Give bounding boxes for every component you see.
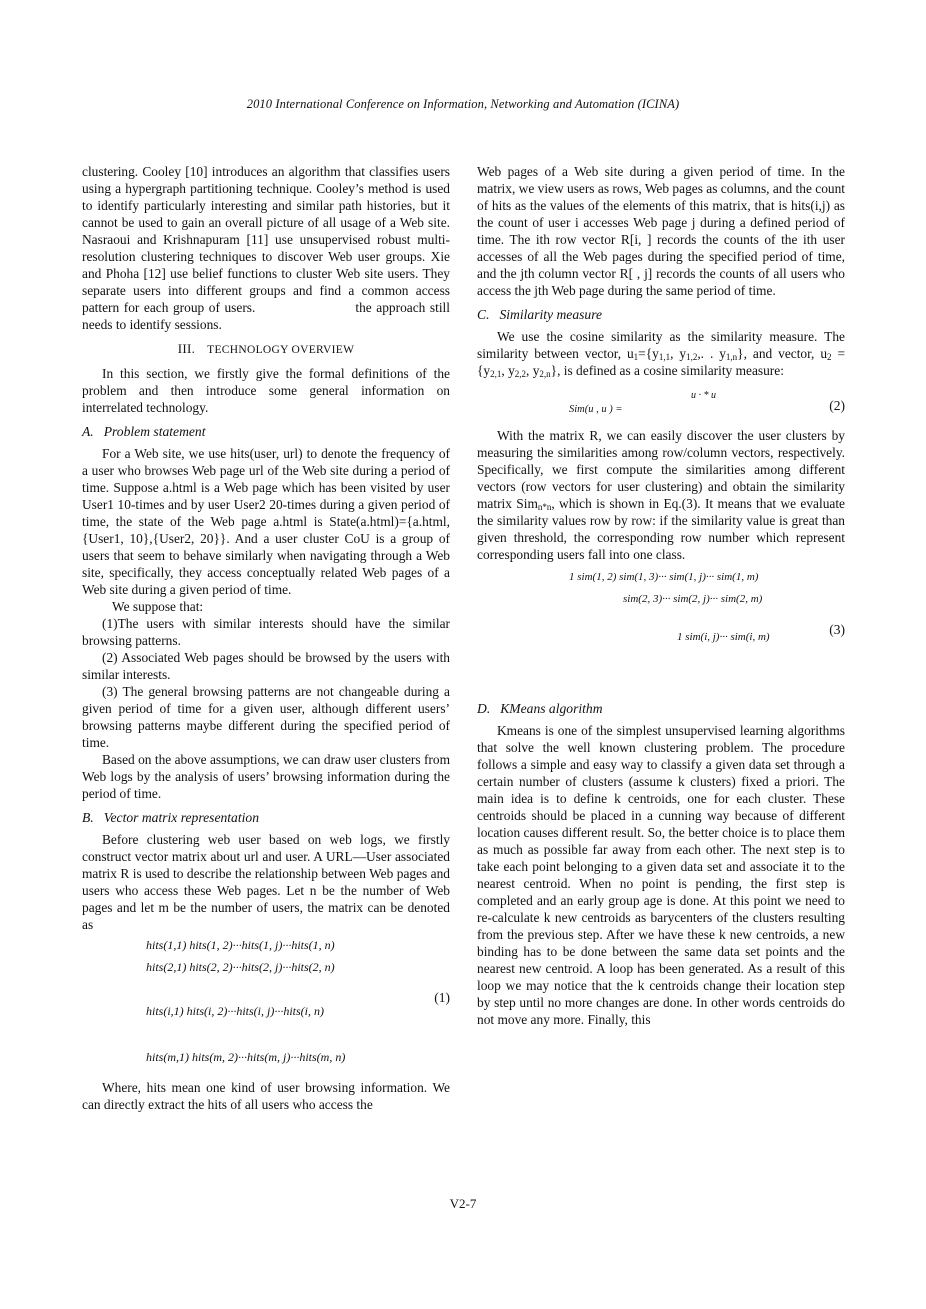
equation-1 (82, 935, 450, 1079)
equation-lhs: Sim(u , u ) = (569, 404, 623, 415)
subsection-heading: C. Similarity measure (477, 307, 603, 322)
paragraph: clustering. Cooley [10] introduces an algorithm that classifies users using a hypergraph partitioning technique. Cooley’s method is used to identify particularly interesting and similar path histories, but it cannot be used to gain an overall picture of all usage of a Web site. Nasraoui and Krishnapuram [11] use unsupervised robust multi-resolution clustering techniques to discover Web user groups. Xie and Phoha [12] use belief functions to cluster Web site users. They separate users into different groups and find a common access pattern for each group of users. the approach still needs to identify sessions. (82, 164, 450, 332)
paragraph: Before clustering web user based on web logs, we firstly construct vector matrix about url and user. A URL—User associated matrix R is used to describe the relationship between Web pages and users who access these Web pages. Let n be the number of Web pages and let m be the number of users, the matrix can be denoted as (82, 832, 450, 932)
subsection-heading: A. Problem statement (82, 424, 206, 439)
right-column (477, 163, 845, 1028)
equation-number: (1) (434, 990, 450, 1005)
paragraph: (2) Associated Web pages should be browsed by the users with similar interests. (82, 650, 450, 682)
matrix-row: hits(m,1) hits(m, 2)···hits(m, j)···hits(m, n) (146, 1050, 346, 1064)
paragraph: We use the cosine similarity as the similarity measure. The similarity between vector, $u_1=\{y_{1,1}$, $y_{1,2}$,. . $y_{1,n}$}, and vector, $u_2 =\{y_{2,1}$, $y_{2,2}$, $y_{2,n}$}, is defined as a cosine similarity measure: (477, 329, 845, 379)
paragraph: Based on the above assumptions, we can draw user clusters from Web logs by the analysis of users’ browsing information during the period of time. (82, 752, 450, 801)
page-number: V2-7 (449, 1196, 477, 1211)
equation-2 (477, 379, 845, 427)
matrix-row: 1 sim(i, j)··· sim(i, m) (677, 631, 770, 643)
paragraph: (3) The general browsing patterns are not changeable during a given period of time for a given user, although different users’ browsing patterns maybe different during the specified period of time. (82, 684, 450, 750)
paragraph: Web pages of a Web site during a given period of time. In the matrix, we view users as rows, Web pages as columns, and the count of hits as the values of the elements of this matrix, that is hits(i,j) as the count of user i accesses Web page j during a defined period of time. The ith row vector R[i, ] records the counts of the ith user accesses of all the Web pages during the specified period of time, and the jth column vector R[ , j] records the counts of all users who access the jth Web page during the same period of time. (477, 164, 845, 298)
matrix-row: sim(2, 3)··· sim(2, j)··· sim(2, m) (623, 593, 763, 605)
paragraph: Kmeans is one of the simplest unsupervised learning algorithms that solve the well known clustering problem. The procedure follows a simple and easy way to classify a given data set through a certain number of clusters (assume k clusters) fixed a priori. The main idea is to define k centroids, one for each cluster. These centroids should be placed in a cunning way because of different location causes different result. So, the better choice is to place them as much as possible far away from each other. The next step is to take each point belonging to a given data set and associate it to the nearest centroid. When no point is pending, the first step is completed and an early group age is done. At this point we need to re-calculate k new centroids as barycenters of the clusters resulting from the previous step. After we have these k new centroids, a new binding has to be done between the same data set points and the nearest new centroid. A loop has been generated. As a result of this loop we may notice that the k centroids change their location step by step until no more changes are done. In other words centroids do not move any more. Finally, this (477, 723, 845, 1027)
paragraph: For a Web site, we use hits(user, url) to denote the frequency of a user who browses Web page url of the Web site during a period of time. Suppose a.html is a Web page which has been visited by user User1 10-times and by user User2 20-times during a given period of time, the state of the Web page a.html is State(a.html)={a.html,{User1, 10},{User2, 20}}. And a user cluster CoU is a group of users that seem to behave similarly when navigating through a Web site, specifically, they access conceptually related Web pages of a Web site during a given period of time. (82, 446, 450, 597)
subsection-heading: D. KMeans algorithm (477, 701, 603, 716)
matrix-row: hits(i,1) hits(i, 2)···hits(i, j)···hits(i, n) (146, 1004, 324, 1018)
conference-header: 2010 International Conference on Information, Networking and Automation (ICINA) (246, 97, 680, 111)
paragraph: In this section, we firstly give the formal definitions of the problem and then introduce some general information on interrelated technology. (82, 366, 450, 415)
equation-3 (477, 563, 845, 693)
section-heading: III. TECHNOLOGY OVERVIEW (177, 341, 355, 356)
equation-number: (2) (829, 398, 845, 413)
equation-numerator: u · * u (691, 390, 716, 401)
matrix-row: hits(1,1) hits(1, 2)···hits(1, j)···hits(1, n) (146, 938, 335, 952)
subsection-heading: B. Vector matrix representation (82, 810, 259, 825)
left-column (82, 163, 450, 1113)
equation-number: (3) (829, 622, 845, 637)
paragraph: (1)The users with similar interests should have the similar browsing patterns. (82, 616, 450, 648)
matrix-row: hits(2,1) hits(2, 2)···hits(2, j)···hits(2, n) (146, 960, 335, 974)
paragraph: We suppose that: (112, 599, 204, 614)
paragraph: With the matrix R, we can easily discover the user clusters by measuring the similarities among row/column vectors, respectively. Specifically, we first compute the similarities among different vectors (row vectors for user clustering) and obtain the similarity matrix Sim$_{n*n}$, which is shown in Eq.(3). It means that we evaluate the similarity values row by row: if the similarity value is great than given threshold, the corresponding row number which represent corresponding users fall into one class. (477, 428, 845, 562)
matrix-row: 1 sim(1, 2) sim(1, 3)··· sim(1, j)··· sim(1, m) (569, 571, 759, 583)
paragraph: Where, hits mean one kind of user browsing information. We can directly extract the hits of all users who access the (82, 1080, 450, 1112)
